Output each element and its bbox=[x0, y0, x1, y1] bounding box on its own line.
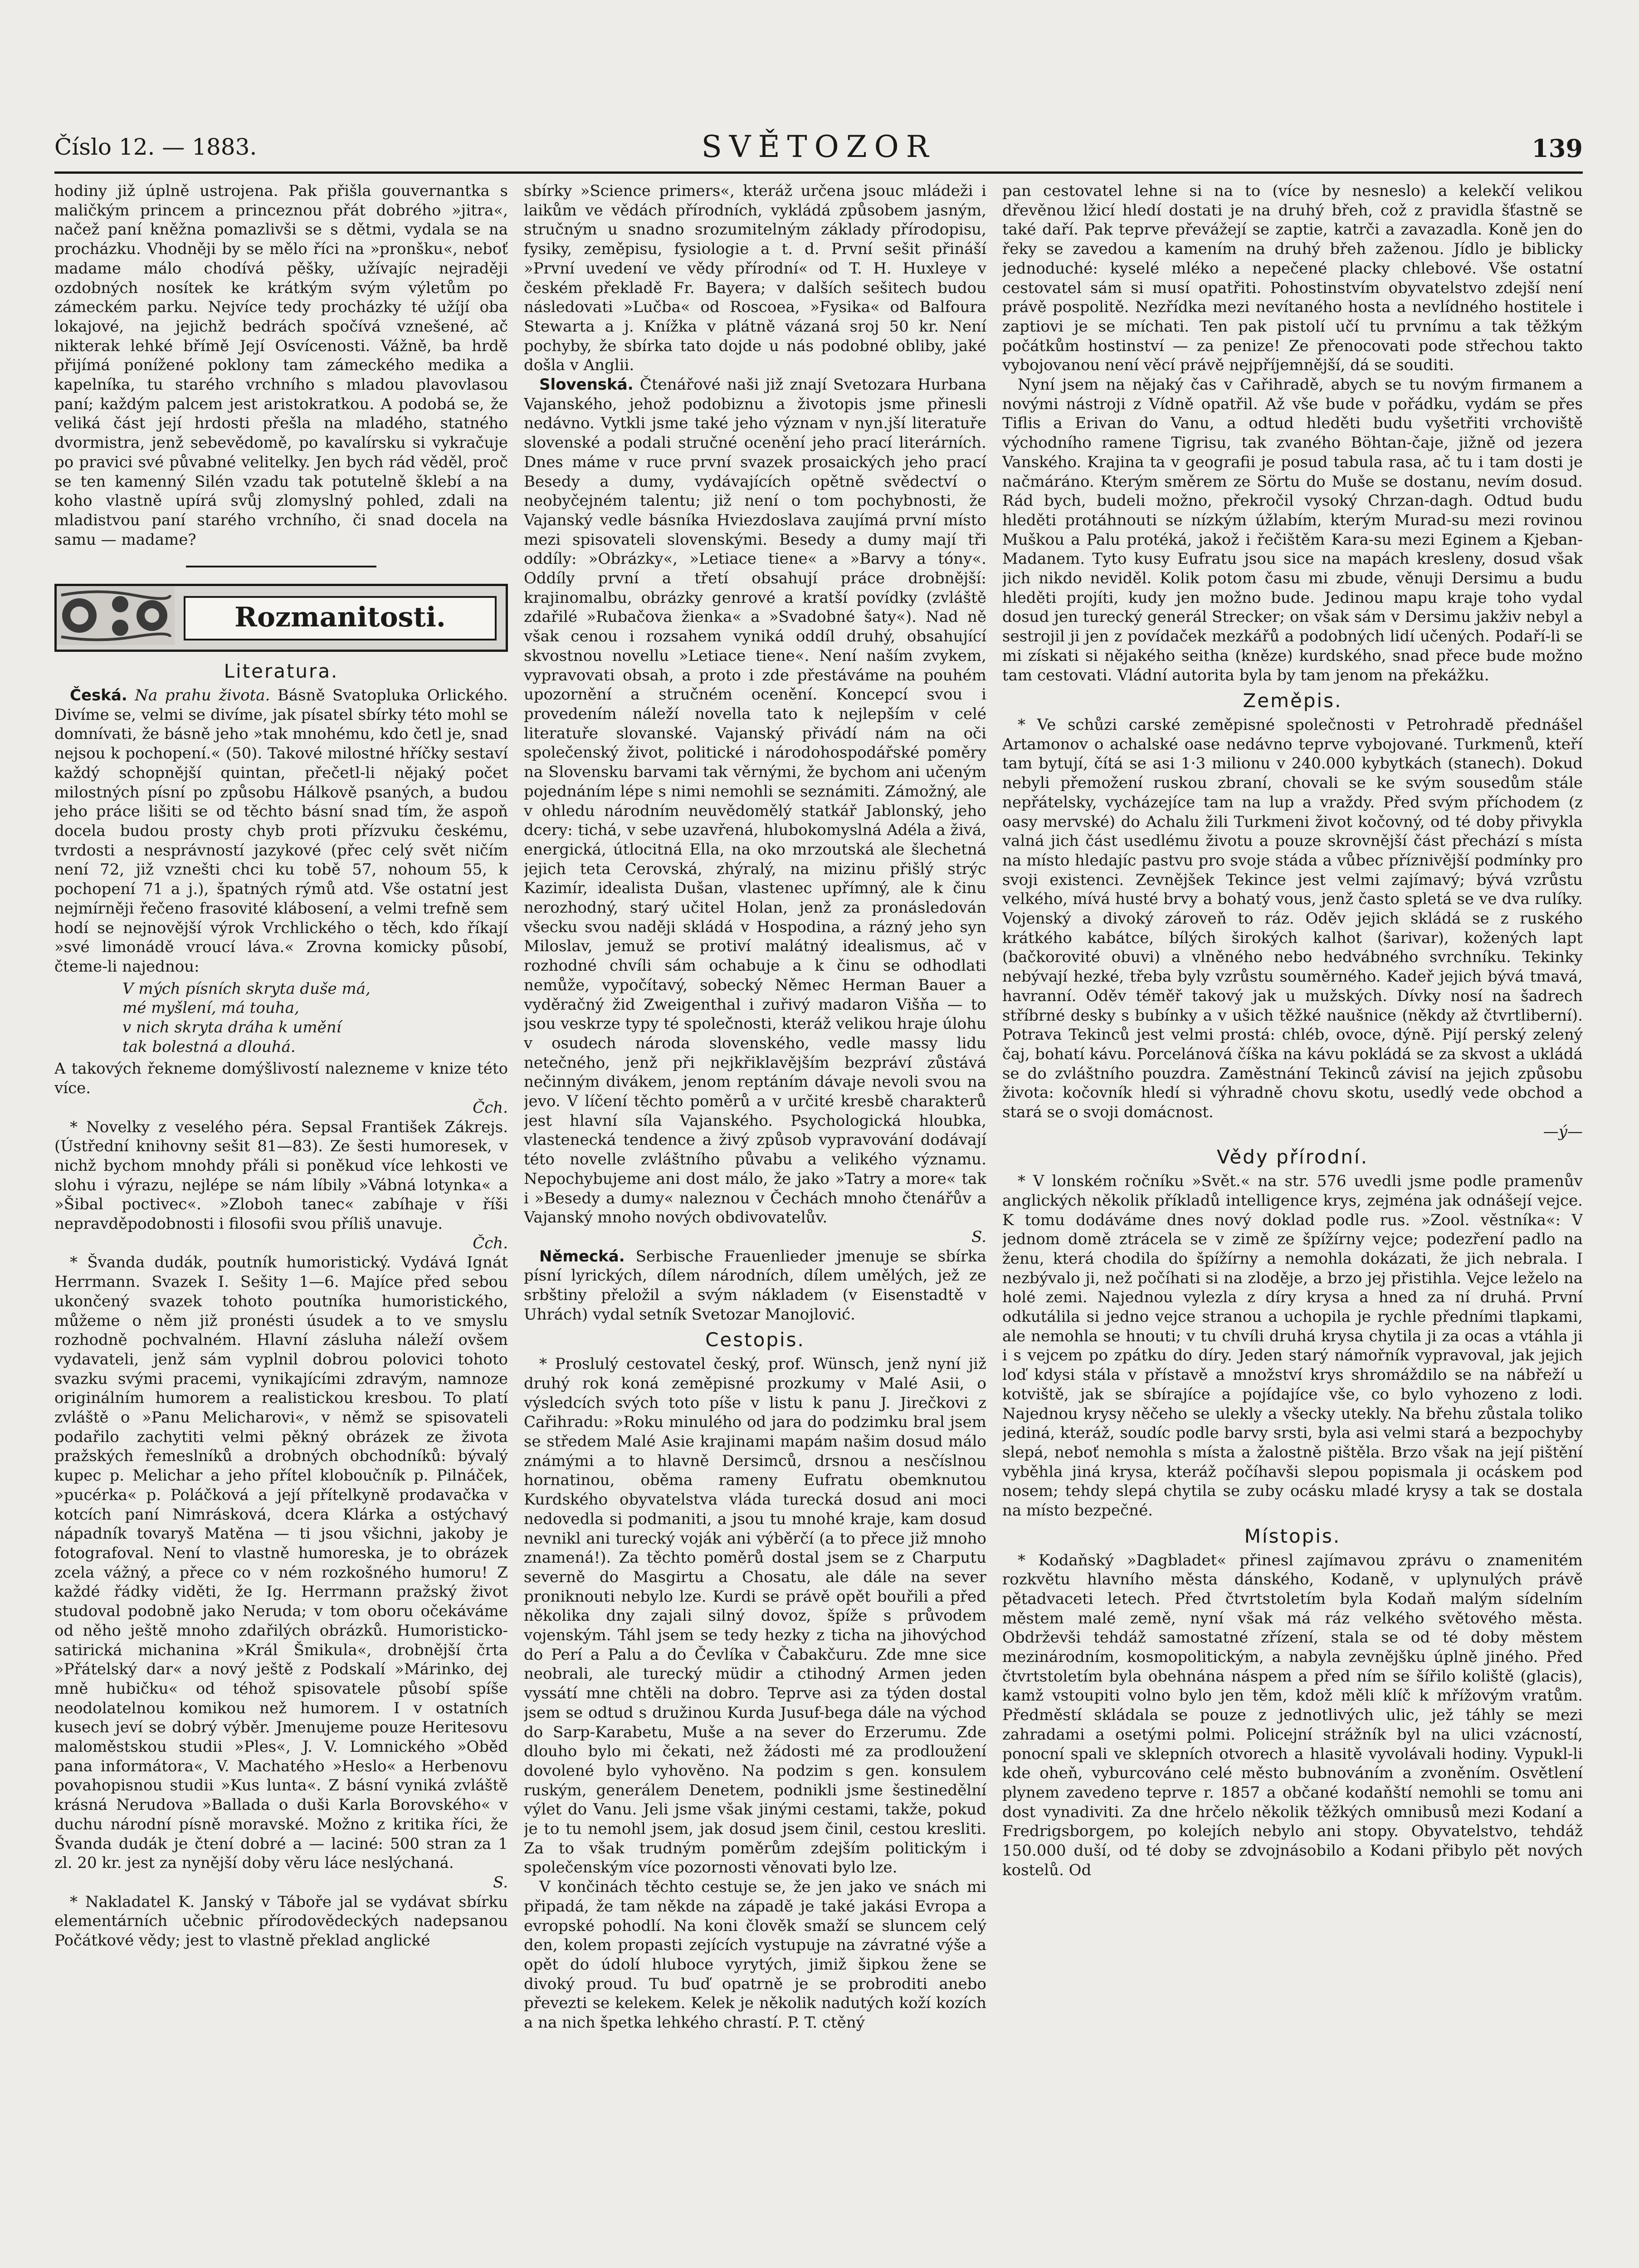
issue-label: Číslo 12. — 1883. bbox=[54, 134, 257, 160]
book-title: Na prahu života. bbox=[135, 686, 270, 705]
column-2 bbox=[524, 181, 986, 2255]
poem-line: tak bolestná a dlouhá. bbox=[122, 1037, 296, 1056]
rozmanitosti-banner bbox=[54, 584, 508, 652]
journal-title: SVĚTOZOR bbox=[701, 129, 936, 164]
section-heading-mistopis: Místopis. bbox=[1244, 1525, 1341, 1547]
paragraph: * V lonském ročníku »Svět.« na str. 576 uvedli jsme podle pramenův anglických několik příkladů intelligence krys, zejména jak odnášejí vejce. K tomu dodáváme dnes nový doklad podle rus. »Zool. věstníka«: V jednom domě ztrácela se v zimě ze špížírny vejce; podezření padlo na ženu, která chodila do špížírny a nemohla dokázati, že jich nebrala. I nezbývalo ji, než počíhati si na zloděje, a brzo jej přistihla. Vejce leželo na holé zemi. Najednou vylezla z díry krysa a hned za ní druhá. První odkutálila si jedno vejce stranou a uchopila je rychle předními tlapkami, ale nemohla se hnouti; v tu chvíli druhá krysa chytila ji za ocas a vtáhla ji i s vejcem po zpátku do díry. Jeden starý námořník vypravoval, jak jejich loď kdysi stála v přístavě a množství krys shromáždilo se na nábřeží u kotviště, jak se sbírajíce a pojídajíce vše, co bylo vyhozeno z lodi. Najednou krysy něčeho se ulekly a všecky utekly. Na břehu zůstala toliko jediná, kteráž, soudíc podle barvy srsti, byla asi velmi stará a bezpochyby slepá, neboť nemohla s místa a žalostně pištěla. Brzo však na její pištění vyběhla jiná krysa, kteráž počíhavši slepou popismala ji ocáskem pod nosem; tehdy slepá chytila se zuby ocásku mladé krysy a tak se dostala na místo bezpečné. bbox=[1002, 1172, 1583, 1520]
page-header bbox=[54, 129, 1583, 166]
paragraph: pan cestovatel lehne si na to (více by nesneslo) a kelekčí velikou dřevěnou lžicí hledí dostati je na druhý břeh, což z pravidla šťastně se také daří. Pak teprve převážejí se zaptie, katrči a zavazadla. Koně jen do řeky se zavedou a kamením na druhý břeh zaženou. Jídlo je biblicky jednoduché: kyselé mléko a nepečené placky chlebové. Vše ostatní cestovatel sám si musí opatřiti. Pohostinstvím obyvatelstvo zdejší není právě pospolitě. Nezřídka mezi nevítaného hosta a nevlídného hostitele i zaptiovi je se míchati. Ten pak pistolí učí tu prvnímu a tak těžkým počátkům hostinství — za penize! Ze přenocovati pode střechou takto vybojovanou není věcí právě nejpříjemnější, dá se souditi. bbox=[1002, 182, 1583, 375]
section-heading-vedy-prirodni: Vědy přírodní. bbox=[1216, 1146, 1369, 1168]
banner-title: Rozmanitosti. bbox=[184, 596, 497, 640]
paragraph: * Ve schůzi carské zeměpisné společnosti v Petrohradě přednášel Artamonov o achalské oase nedávno teprve vybojované. Turkmenů, kteří tam bytují, čítá se asi 1·3 milionu v 240.000 kybytkách (stanech). Dokud nebyli přemožení ruskou zbraní, chovali se ke svým sousedům stále nepřátelsky, vycházejíce tam na lup a vraždy. Před svým příchodem (z oasy mervské) do Achalu žili Turkmeni život kočovný, od té doby přivykla valná jich část usedlému životu a pouze skrovnější část přechází s místa na místo hledajíc pastvu pro svoje stáda a vůbec příznivější podmínky pro svoji existenci. Zevnějšek Tekince jest velmi zajímavý; bývá vzrůstu velkého, mívá husté brvy a bohatý vous, jenž často spletá se ve dva rulíky. Vojenský a divoký zároveň to ráz. Oděv jejich skládá se z ruského krátkého kabátce, bílých širokých kalhot (šarivar), kožených lapt (bačkorovité obuvi) a vlněného nebo hedvábného svrchníku. Tekinky nebývají hezké, třeba byly vzrůstu souměrného. Kadeř jejich bývá tmavá, havranní. Oděv téměř takový jak u mužských. Dívky nosí na šadrech stříbrné desky s bubínky a v ušich těžké naušnice (někdy až čtvrtliberní). Potrava Tekinců jest velmi prostá: chléb, ovoce, dýně. Pijí perský zelený čaj, bohatí kávu. Porcelánová číška na kávu pokládá se za skvost a ukládá se do zvláštního pouzdra. Zaměstnání Tekinců závisí na jejich způsobu života: kočovník hledí si výhradně chovu skotu, usedlý vede obchod a stará se o svoji domácnost. bbox=[1002, 715, 1583, 1122]
paragraph: * Švanda dudák, poutník humoristický. Vydává Ignát Herrmann. Svazek I. Sešity 1—6. Majíce před sebou ukončený svazek tohoto poutníka humoristického, můžeme o něm již pronésti úsudek a to ve smyslu rozhodně pochvalném. Hlavní zásluha náleží ovšem vydavateli, jenž sám vyplnil dobrou polovici tohoto svazku svými pracemi, vynikajícími zdravým, namnoze originálním humorem a realistickou kresbou. To platí zvláště o »Panu Melicharovi«, v němž se spisovateli podařilo zachytiti velmi pěkný obrázek ze života pražských řemeslníků a drobných obchodníků: bývalý kupec p. Melichar a jeho přítel kloboučník p. Pilnáček, »pucérka« p. Poláčková a její přítelkyně prodavačka v kotcích paní Nimrásková, dcera Klárka a ostýchavý nápadník tovaryš Matěna — ti jsou všichni, jakoby je fotografoval. Není to vlastně humoreska, je to obrázek zcela vážný, a přece co v ném rozkošného humoru! Z každé řádky viděti, že Ig. Herrmann pražský život studoval podobně jako Neruda; v tom oboru očekáváme od něho ještě mnoho zdařilých obrázků. Humoristicko-satirická michanina »Král Šmikula«, drobnější črta »Přátelský dar« a nový ještě z Podskalí »Márinko, dej mně hubičku« od téhož spisovatele působí spíše neodolatelnou komikou než humorem. I v ostatních kusech jeví se dobrý výběr. Jmenujeme pouze Heritesovu maloměstskou studii »Ples«, J. V. Lomnického »Oběd pana informátora«, V. Machatého »Heslo« a Herbenovu povahopisnou studii »Kus lunta«. Z básní vyniká zvláště krásná Nerudova »Ballada o duši Karla Borovského« v duchu národní písně moravské. Možno z kritika říci, že Švanda dudák je čtení dobré a — laciné: 500 stran za 1 zl. 20 kr. jest za nynější doby věru láce neslýchaná. bbox=[54, 1253, 508, 1872]
poem-quote bbox=[122, 979, 508, 1057]
paragraph: A takových řekneme domýšlivostí nalezneme v knize této více. bbox=[54, 1060, 508, 1098]
section-divider bbox=[186, 566, 376, 567]
paragraph-text: Čtenářové naši již znají Svetozara Hurbana Vajanského, jehož podobiznu a životopis jsme přinesli nedávno. Vytkli jsme také jeho význam v nyn.jší literatuře slovenské a podali stručné ocenění jeho prací literárních. Dnes máme v ruce první svazek prosaických jeho prací Besedy a dumy, vydávajících opětně svědectví o neobyčejném talentu; již není o tom pochybnosti, že Vajanský vedle básníka Hviezdoslava zaujímá první místo mezi spisovateli slovenskými. Besedy a dumy mají tři oddíly: »Obrázky«, »Letiace tiene« a »Barvy a tóny«. Oddíly první a třetí obsahují práce drobnější: krajinomalbu, obrázky genrové a kratší povídky (zvláště zdařilé »Rubačova žienka« a »Svadobné šaty«). Nad ně však cenou i rozsahem vyniká oddíl druhý, obsahující skvostnou novellu »Letiace tiene«. Není naším zvykem, vypravovati obsah, a proto i zde přestáváme na pouhém upozornění a stručném ocenění. Koncepcí svou i provedením náleží novella tato k nejlepším v celé literatuře slovanské. Vajanský přivádí nám na oči společenský život, politické i národohospodářské poměry na Slovensku barvami tak věrnými, že bychom ani učeným pojednáním lépe s nimi nemohli se seznámiti. Zámožný, ale v ohledu národním neuvědomělý statkář Jablonský, jeho dcery: tichá, v sebe uzavřená, hlubokomyslná Adéla a živá, energická, útlocitná Ella, na oko mrzoutská ale šlechetná jejich teta Cerovská, zhýralý, na mizinu přišlý strýc Kazimír, idealista Dušan, vlastenec upřímný, ale k činu nerozhodný, starý učitel Holan, jenž za pronásledován všecku svou naději skládá v Hospodina, a rázný jeho syn Miloslav, jemuž se protiví malátný idealismus, ač v rozhodné chvíli sám ochabuje a k činu se odhodlati nemůže, vypočítavý, sobecký Němec Herman Bauer a vyděračný žid Zweigenthal i zuřivý madaron Višňa — to jsou veskrze typy té společnosti, kteráž velikou hraje úlohu v osudech národa slovenského, vedle massy lidu netečného, jenž při nejkřiklavějším bezpráví zůstává nečinným divákem, jenom reptáním dávaje nevoli svou na jevo. V líčení těchto poměrů a v určité kresbě charakterů jest hlavní síla Vajanského. Psychologická hloubka, vlastenecká tendence a živý způsob vypravování dodávají této novelle zvláštního půvabu a velikého významu. Nepochybujeme ani dost málo, že jako »Tatry a more« tak i »Besedy a dumy« naleznou v Čechách mnoho čtenářův a Vajanský mnoho nových obdivovatelův. bbox=[524, 376, 986, 1227]
paragraph-text: Serbische Frauenlieder jmenuje se sbírka písní lyrických, dílem národních, dílem umělých, jež ze srbštiny přeložil a svým nákladem (v Eisenstadtě v Uhrách) vydal setník Svetozar Manojlović. bbox=[524, 1247, 986, 1324]
section-heading-zemepis: Zeměpis. bbox=[1243, 689, 1342, 712]
signature: Čch. bbox=[473, 1234, 508, 1252]
paragraph: * Nakladatel K. Janský v Táboře jal se vydávat sbírku elementárních učebnic přírodovědeckých nadepsanou Počátkové vědy; jest to vlastně překlad anglické bbox=[54, 1892, 508, 1950]
column-1 bbox=[54, 181, 508, 2255]
paragraph bbox=[54, 686, 508, 977]
signature: Čch. bbox=[473, 1098, 508, 1117]
paragraph: * Proslulý cestovatel český, prof. Wünsch, jenž nyní již druhý rok koná zeměpisné prozkumy v Malé Asii, o výsledcích svých toto píše v listu k panu J. Jirečkovi z Cařihradu: »Roku minulého od jara do podzimku bral jsem se středem Malé Asie krajinami mapám našim dosud málo známými a to hlavně Dersimců, drsnou a nesčíslnou hornatinou, oběma rameny Eufratu obemknutou Kurdského obyvatelstva vláda turecká dosud ani moci nedovedla si podmaniti, a jsou tu mnohé kraje, kam dosud nevnikl ani turecký voják ani výběrčí (a to přece již mnoho znamená!). Za těchto poměrů dostal jsem se z Charputu severně do Masgirtu a Chosatu, ale dále na sever proniknouti nebylo lze. Kurdi se právě opět bouřili a před několika dny zajali silný dovoz, špíže s průvodem vojenským. Táhl jsem se tedy hezky z ticha na jihovýchod do Perí a Palu a do Čevlíka v Čabakčuru. Zde mne sice neobrali, ale turecký müdir a ctihodný Armen jeden vyssátí mne chtěli na dobro. Teprve asi za týden dostal jsem se odtud s družinou Kurda Jusuf-bega dále na východ do Sarp-Karabetu, Muše a na sever do Erzerumu. Zde dlouho bylo mi čekati, než žádosti mé za prodloužení dovolené bylo vyhověno. Na podzim s gen. konsulem ruským, generálem Denetem, podnikli jsme šestinedělní výlet do Vanu. Jeli jsme však jinými cestami, takže, pokud je to tu nemohl jsem, jak dosud jsem činil, cestou kresliti. Za to však trudným poměrům zdejším politickým i společenským více pozornosti věnovati bylo lze. bbox=[524, 1355, 986, 1877]
paragraph-text: Básně Svatopluka Orlického. Divíme se, velmi se divíme, jak písatel sbírky této mohl se domnívati, že básně jeho »tak mnohému, kdo četl je, snad nejsou k pochopení.« (50). Takové milostné hříčky sestaví každý schopnější quintan, přečetl-li nějaký počet milostných písní po způsobu Hálkově psaných, a budou jeho práce lišiti se od těchto básní snad tím, že aspoň docela budou prosty chyb proti přízvuku českému, tvrdosti a nesprávností jazykové (přec celý svět ničím není 72, již vznešti chci ku tobě 57, nohoum 55, k pochopení 71 a j.), špatných rýmů atd. Vše ostatní jest nejmírněji řečeno frasovité klábosení, a velmi trefně sem hodí se nejnovější výrok Vrchlického o těch, kdo říkají »své limonádě vroucí láva.« Zrovna komicky působí, čteme-li najednou: bbox=[54, 686, 508, 976]
paragraph: V končinách těchto cestuje se, že jen jako ve snách mi připadá, že tam někde na západě je také jakási Evropa a evropské pohodlí. Na koni člověk smaží se sluncem celý den, kolem propasti zejících vystupuje na závratné výše a opět do údolí hluboce vyrytých, jimiž šipkou žene se divoký proud. Tu buď opatrně je se probroditi anebo převezti se kelekem. Kelek je několik nadutých koží kozích a na nich špetka lehkého chrastí. P. T. ctěný bbox=[524, 1878, 986, 2032]
section-heading-cestopis: Cestopis. bbox=[705, 1329, 805, 1351]
floral-ornament-icon bbox=[57, 586, 175, 645]
paragraph: hodiny již úplně ustrojena. Pak přišla gouvernantka s maličkým princem a princeznou přát dobrého »jitra«, načež paní kněžna pomazlivši se s dětmi, vydala se na procházku. Vhodněji by se mělo říci na »pronšku«, neboť madame málo chodívá pěšky, užívajíc nejraději ozdobných nosítek ke krátkým svým výletům po zámeckém parku. Nejvíce tedy procházky té užíjí oba lokajové, na jejichž bedrách spočívá vznešené, ač nikterak lehké břímě Její Osvícenosti. Vážně, ba hrdě přijímá ponížené poklony tam zámeckého medika a kapelníka, tu starého vrchního s mladou plavovlasou paní; každým palcem jest aristokratkou. A podobá se, že veliká část její hrdosti přešla na mladého, statného dvormistra, jenž sebevědomě, po kavalírsku si vykračuje po pravici své půvabné velitelky. Jen bych rád věděl, proč se ten kamenný Silén vzadu tak potutelně šklebí a na koho vlastně upírá svůj zlomyslný pohled, zdali na mladistvou paní starého vrchního, či snad docela na samu — madame? bbox=[54, 182, 508, 549]
header-rule bbox=[54, 171, 1583, 174]
paragraph: * Kodaňský »Dagbladet« přinesl zajímavou zprávu o znamenitém rozkvětu hlavního města dánského, Kodaně, v uplynulých právě pětadvaceti letech. Před čtvrtstoletím byla Kodaň malým sídelním městem malé země, nyní však má ráz velkého světového města. Obdrževši tehdáž samostatné zřízení, stala se od té doby městem mezinárodním, kosmopolitickým, a nabyla zevnějšku úplně jiného. Před čtvrtstoletím byla obehnána náspem a před ním se šířilo koliště (glacis), kamž vstoupiti volno bylo jen těm, kdož měli klíč k mřížovým vratům. Předměstí skládala se pouze z jednotlivých ulic, jež táhly se mezi zahradami a osetými polmi. Policejní strážník byl na ulici vzácností, ponocní spali ve sklepních otvorech a hlasitě vyvolávali hodiny. Vypukl-li kde oheň, vyburcováno celé město bubnováním a zvoněním. Osvětlení plynem zavedeno teprve r. 1857 a občané kodaňští nemohli se tomu ani dost vynadiviti. Za dne hrčelo několik těžkých omnibusů mezi Kodaní a Fredrigsborgem, po kolejích nebylo ani stopy. Obyvatelstvo, tehdáž 150.000 duší, od té doby se zdvojnásobilo a Kodani přibylo pět nových kostelů. Od bbox=[1002, 1551, 1583, 1879]
lead-label: Slovenská. bbox=[539, 376, 634, 394]
poem-line: mé myšlení, má touha, bbox=[122, 999, 299, 1017]
lead-label: Česká. bbox=[70, 686, 127, 705]
lead-label: Německá. bbox=[539, 1247, 625, 1266]
poem-line: V mých písních skryta duše má, bbox=[122, 979, 371, 998]
signature: S. bbox=[493, 1873, 508, 1892]
section-heading-literatura: Literatura. bbox=[224, 660, 339, 683]
paragraph: * Novelky z veselého péra. Sepsal František Zákrejs. (Ústřední knihovny sešit 81—83). Ze šesti humoresek, v nichž bychom mnohdy přáli si poněkud více lehkosti ve slohu i výrazu, nejlépe se nám líbily »Vábná lotynka« a »Šibal poctivec«. »Zloboh tanec« zabíhaje v říši nepravděpodobnosti i filosofii svou příliš unavuje. bbox=[54, 1118, 508, 1233]
poem-line: v nich skryta dráha k umění bbox=[122, 1018, 341, 1037]
page-number: 139 bbox=[1532, 134, 1583, 163]
paragraph bbox=[524, 375, 986, 1227]
column-3 bbox=[1002, 181, 1583, 2255]
paragraph bbox=[524, 1247, 986, 1325]
paragraph: sbírky »Science primers«, kteráž určena jsouc mládeži i laikům ve vědách přírodních, vykládá způsobem jasným, stručným u snadno srozumitelným základy přírodopisu, fysiky, zeměpisu, fysiologie a t. d. První sešit přináší »První uvedení ve vědy přírodní« od T. H. Huxleye v českém překladě Fr. Bayera; v dalších sešitech budou následovati »Lučba« od Roscoea, »Fysika« od Balfoura Stewarta a j. Knížka v plátně vázaná sroj 50 kr. Není pochyby, že sbírka tato dojde u nás podobné obliby, jaké došla v Anglii. bbox=[524, 182, 986, 375]
signature: —ý— bbox=[1543, 1122, 1583, 1141]
paragraph: Nyní jsem na nějaký čas v Cařihradě, abych se tu novým firmanem a novými nástroji z Vídně opatřil. Až vše bude v pořádku, vydám se přes Tiflis a Erivan do Vanu, a odtud hleděti budu vyšetřiti vrchoviště východního ramene Tigrisu, tak zvaného Böhtan-čaje, jižně od jezera Vanského. Krajina ta v geografii je posud tabula rasa, ač tu i tam dosti je načmáráno. Kterým směrem ze Sörtu do Muše se dostanu, nevím dosud. Rád bych, budeli možno, překročil vysoký Chrzan-dagh. Odtud budu hleděti protáhnouti se nízkým úžlabím, kterým Murad-su mezi rovinou Muškou a Palu protéká, jakož i řečištěm Kara-su mezi Eginem a Kjeban-Madanem. Tyto kusy Eufratu jsou sice na mapách kresleny, dosud však jich nikdo neviděl. Kolik potom času mi zbude, věnuji Dersimu a budu hleděti projíti, kudy jen možno bude. Jedinou mapu kraje toho vydal dosud jen turecký generál Strecker; on však sám v Dersimu jakživ nebyl a sestrojil ji jen z povídaček mezkářů a podobných lidí učených. Podaří-li se mi získati si nějakého seitha (kněze) kurdského, snad přece bude možno tam cestovati. Vládní autorita byla by tam jenom na překážku. bbox=[1002, 376, 1583, 684]
signature: S. bbox=[971, 1227, 986, 1246]
